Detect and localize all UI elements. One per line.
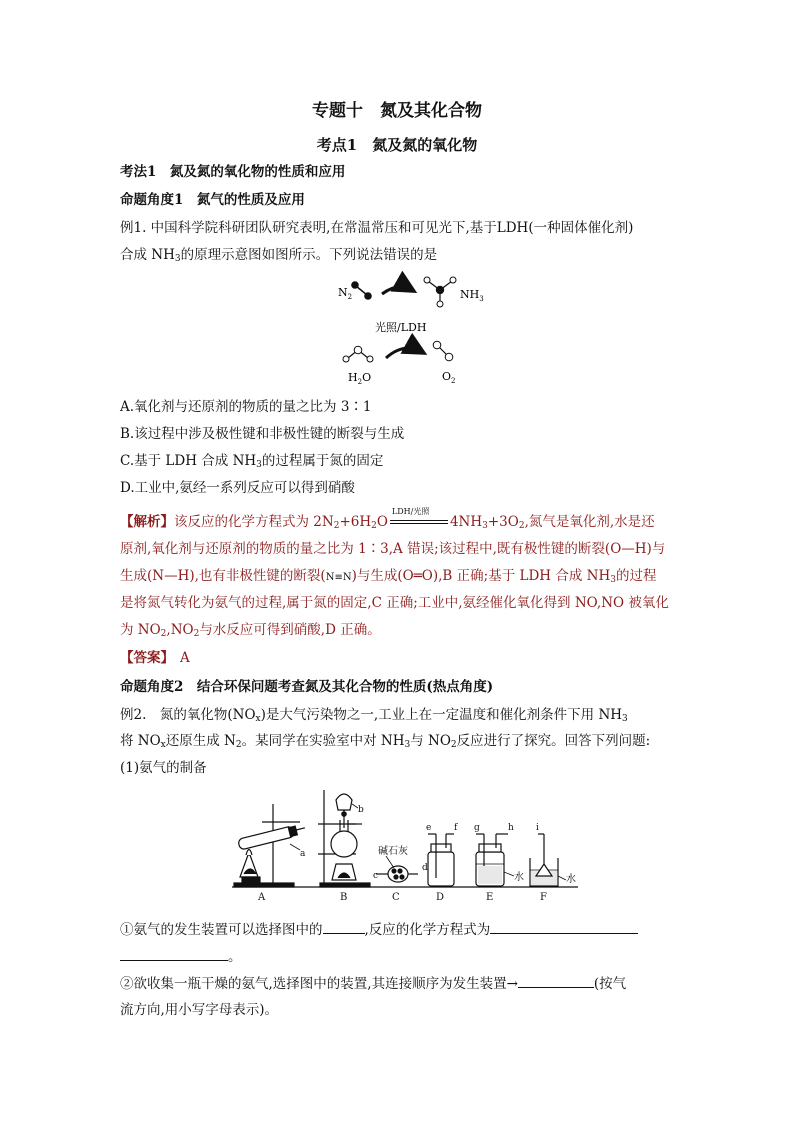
ex1-analysis-line2: 原剂,氧化剂与还原剂的物质的量之比为 1∶3,A 错误;该过程中,既有极性键的断裂(O—H)与 <box>120 541 666 557</box>
ex2-question2: ②欲收集一瓶干燥的氨气,选择图中的装置,其连接顺序为发生装置→ (按气 <box>120 973 680 994</box>
apparatus-label-d: D <box>436 892 445 903</box>
port-g: g <box>474 823 480 833</box>
section-title: 考点1 氮及氮的氧化物 <box>316 136 478 154</box>
port-i: i <box>536 823 539 833</box>
h-atom <box>367 356 373 362</box>
answer-blank[interactable] <box>490 919 638 934</box>
apparatus-label-a: A <box>258 892 266 903</box>
h-atom <box>424 277 430 283</box>
ex2-stem-line1: 例2. 氮的氧化物$(NO_x)$是大气污染物之一,工业上在一定温度和催化剂条件下用 $NH_3$ <box>120 707 628 724</box>
ex1-option-c: C.基于 LDH 合成 $NH_3$的过程属于氮的固定 <box>120 453 384 470</box>
h-atom <box>343 356 349 362</box>
answer-tag: 【答案】 <box>120 650 174 666</box>
port-c: c <box>373 871 379 881</box>
ex1-analysis-line5: 为 $NO_2,NO_2$与水反应可得到硝酸,D 正确。 <box>120 622 381 639</box>
apparatus-figure <box>228 782 580 904</box>
n2-label: $N_2$ <box>338 286 353 301</box>
port-f: f <box>454 823 458 833</box>
port-h: h <box>508 823 514 833</box>
angle2-heading: 命题角度2 结合环保问题考查氮及其化合物的性质(热点角度) <box>120 679 494 695</box>
ex2-question2-cont: 流方向,用小写字母表示)。 <box>120 1002 279 1018</box>
ex1-analysis-line1: 【解析】该反应的化学方程式为 $2N_2+6H_2O$ LDH/光照 $4NH_3+3O_2$,氮气是氧化剂,水是还 <box>120 507 655 531</box>
port-d: d <box>422 863 428 873</box>
analysis-tag: 【解析】 <box>120 514 174 530</box>
o-atom <box>354 346 362 354</box>
answer-blank[interactable] <box>323 919 365 934</box>
port-b: b <box>358 805 364 815</box>
h-atom <box>437 301 443 307</box>
h2o-label: $H_2O$ <box>348 371 372 386</box>
ex2-stem-line2: 将 $NO_x$还原生成 $N_2$。某同学在实验室中对 $NH_3$与 $NO_2$反应进行了探究。回答下列问题: <box>120 733 651 750</box>
ex2-part1-heading: (1)氨气的制备 <box>120 760 207 776</box>
apparatus-label-c: C <box>392 892 400 903</box>
method-heading: 考法1 氮及氮的氧化物的性质和应用 <box>120 164 346 180</box>
ex2-question1-cont: 。 <box>120 946 680 967</box>
apparatus-label-e: E <box>486 892 494 903</box>
o-atom <box>433 341 441 349</box>
water-label-e: 水 <box>514 872 524 883</box>
n-atom <box>351 281 359 289</box>
ex1-option-a: A.氧化剂与还原剂的物质的量之比为 3∶1 <box>120 399 372 415</box>
ex1-stem-line1: 例1. 中国科学院科研团队研究表明,在常温常压和可见光下,基于LDH(一种固体催化剂) <box>120 220 634 236</box>
ex1-analysis-line3: 生成(N—H),也有非极性键的断裂(N≡N)与生成(O═O),B 正确;基于 LDH 合成 $NH_3$的过程 <box>120 568 657 585</box>
o2-label: $O_2$ <box>442 370 456 385</box>
answer-blank[interactable] <box>120 946 228 961</box>
water-label-f: 水 <box>566 874 576 885</box>
ex1-option-b: B.该过程中涉及极性键和非极性键的断裂与生成 <box>120 426 405 442</box>
port-a: a <box>300 849 306 859</box>
ex1-option-d: D.工业中,氨经一系列反应可以得到硝酸 <box>120 480 355 496</box>
apparatus-label-b: B <box>340 892 348 903</box>
ex2-question1: ①氨气的发生装置可以选择图中的 ,反应的化学方程式为 <box>120 919 680 940</box>
h-atom <box>450 277 456 283</box>
n-atom <box>364 292 372 300</box>
ex1-answer: 【答案】 A <box>120 650 190 666</box>
equation-arrow: LDH/光照 <box>388 512 450 526</box>
reaction-arrow <box>382 287 412 294</box>
ex1-stem-line2: 合成 $NH_3$的原理示意图如图所示。下列说法错误的是 <box>120 247 438 264</box>
nh3-label: $NH_3$ <box>460 288 484 303</box>
angle1-heading: 命题角度1 氮气的性质及应用 <box>120 192 305 208</box>
condition-label: 光照/LDH <box>375 321 427 334</box>
n-atom <box>436 286 444 294</box>
ex1-reaction-figure <box>330 268 510 390</box>
apparatus-label-f: F <box>540 892 547 903</box>
ex1-analysis-line4: 是将氮气转化为氨气的过程,属于氮的固定,C 正确;工业中,氨经催化氧化得到 NO,NO 被氧化 <box>120 595 669 611</box>
answer-blank[interactable] <box>518 973 594 988</box>
port-e: e <box>426 823 432 833</box>
o-atom <box>445 353 453 361</box>
soda-lime-label: 碱石灰 <box>378 846 408 857</box>
page-title: 专题十 氮及其化合物 <box>312 101 482 121</box>
reaction-arrow <box>386 348 422 358</box>
